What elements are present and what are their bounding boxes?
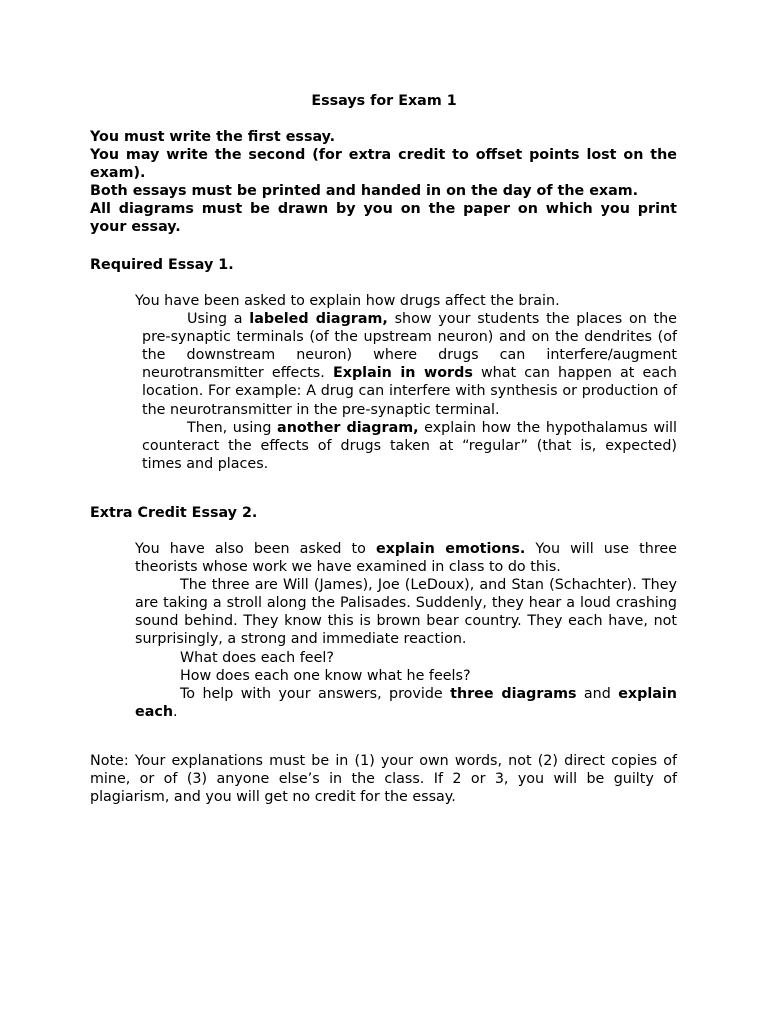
text-run: To help with your answers, provide bbox=[180, 685, 451, 702]
essay1-body bbox=[135, 292, 677, 473]
essay2-body bbox=[135, 540, 677, 721]
emphasis-text: explain emotions. bbox=[375, 541, 526, 557]
text-run: show your students the places on the pre-synaptic terminals (of the upstream neuron) and on the dendrites (of the downstream neuron) where drugs can interfere/augment neurotransmitter effects. bbox=[142, 311, 677, 382]
text-run: You have also been asked to bbox=[135, 541, 376, 557]
text-run: . bbox=[173, 703, 178, 720]
essay1-heading: Required Essay 1. bbox=[90, 257, 234, 273]
text-run: explain how the hypothalamus will counteract the effects of drugs taken at “regular” (that is, expected) times and places. bbox=[142, 419, 677, 472]
text-run: You will use three theorists whose work we have examined in class to do this. bbox=[135, 541, 677, 576]
essay1-paragraph-1 bbox=[142, 310, 677, 419]
instruction-line: You must write the first essay. bbox=[90, 129, 336, 145]
essay1-paragraph-2 bbox=[142, 419, 677, 473]
emphasis-text: another diagram, bbox=[277, 419, 419, 436]
page-title: Essays for Exam 1 bbox=[311, 93, 457, 109]
emphasis-text: Explain in words bbox=[332, 365, 473, 382]
text-run: Then, using bbox=[187, 419, 278, 436]
essay2-heading: Extra Credit Essay 2. bbox=[90, 505, 258, 521]
essay1-paragraphs bbox=[135, 310, 677, 473]
instruction-line: Both essays must be printed and handed in on the day of the exam. bbox=[90, 183, 639, 200]
essay2-paragraph-1 bbox=[135, 540, 677, 576]
emphasis-text: explain each bbox=[135, 685, 677, 720]
plagiarism-note: Note: Your explanations must be in (1) your own words, not (2) direct copies of mine, or of (3) anyone else’s in the class. If 2 or 3, you will be guilty of plagiarism, and you will get no credit for the essay. bbox=[90, 753, 677, 806]
exam-instructions bbox=[90, 128, 677, 237]
text-run: Using a bbox=[187, 311, 250, 328]
instruction-line: All diagrams must be drawn by you on the paper on which you print your essay. bbox=[90, 201, 677, 236]
instruction-line: You may write the second (for extra credit to offset points lost on the exam). bbox=[90, 147, 677, 182]
emphasis-text: three diagrams bbox=[450, 685, 577, 702]
essay1-intro: You have been asked to explain how drugs affect the brain. bbox=[135, 293, 560, 309]
essay2-paragraph-3 bbox=[135, 685, 677, 721]
text-run: what can happen at each location. For example: A drug can interfere with synthesis or production of the neurotransmitter in the pre-synaptic terminal. bbox=[142, 365, 677, 418]
essay2-paragraph-2: The three are Will (James), Joe (LeDoux), and Stan (Schachter). They are taking a stroll along the Palisades. Suddenly, they hear a loud crashing sound behind. They know this is brown bear country. They each have, not surprisingly, a strong and immediate reaction. bbox=[135, 577, 677, 648]
essay2-question-2: How does each one know what he feels? bbox=[180, 667, 471, 684]
text-run: and bbox=[576, 685, 619, 702]
emphasis-text: labeled diagram, bbox=[249, 311, 388, 328]
essay2-question-1: What does each feel? bbox=[180, 649, 334, 666]
